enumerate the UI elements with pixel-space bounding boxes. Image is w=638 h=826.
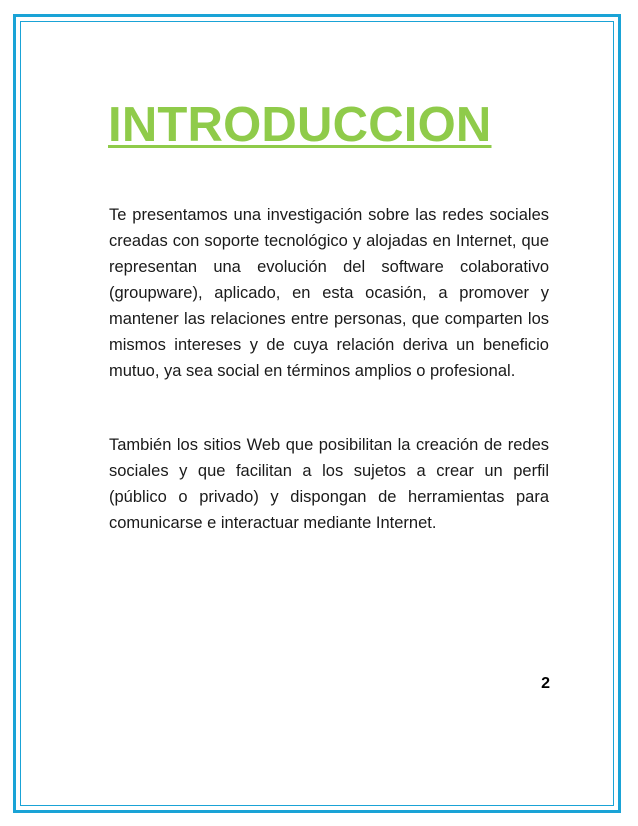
intro-paragraph-1: Te presentamos una investigación sobre las redes sociales creadas con soporte tecnológico y alojadas en Internet, que representan una evolución del software colaborativo (groupware), aplicado, en esta ocasión, a promover y mantener las relaciones entre personas, que comparten los mismos intereses y de cuya relación deriva un beneficio mutuo, ya sea social en términos amplios o profesional. — [109, 206, 549, 380]
intro-paragraph-2: También los sitios Web que posibilitan la creación de redes sociales y que facilitan a los sujetos a crear un perfil (público o privado) y dispongan de herramientas para comunicarse e interactuar mediante Internet. — [109, 436, 549, 532]
page-title: INTRODUCCION — [108, 98, 492, 152]
page-number: 2 — [541, 675, 550, 692]
